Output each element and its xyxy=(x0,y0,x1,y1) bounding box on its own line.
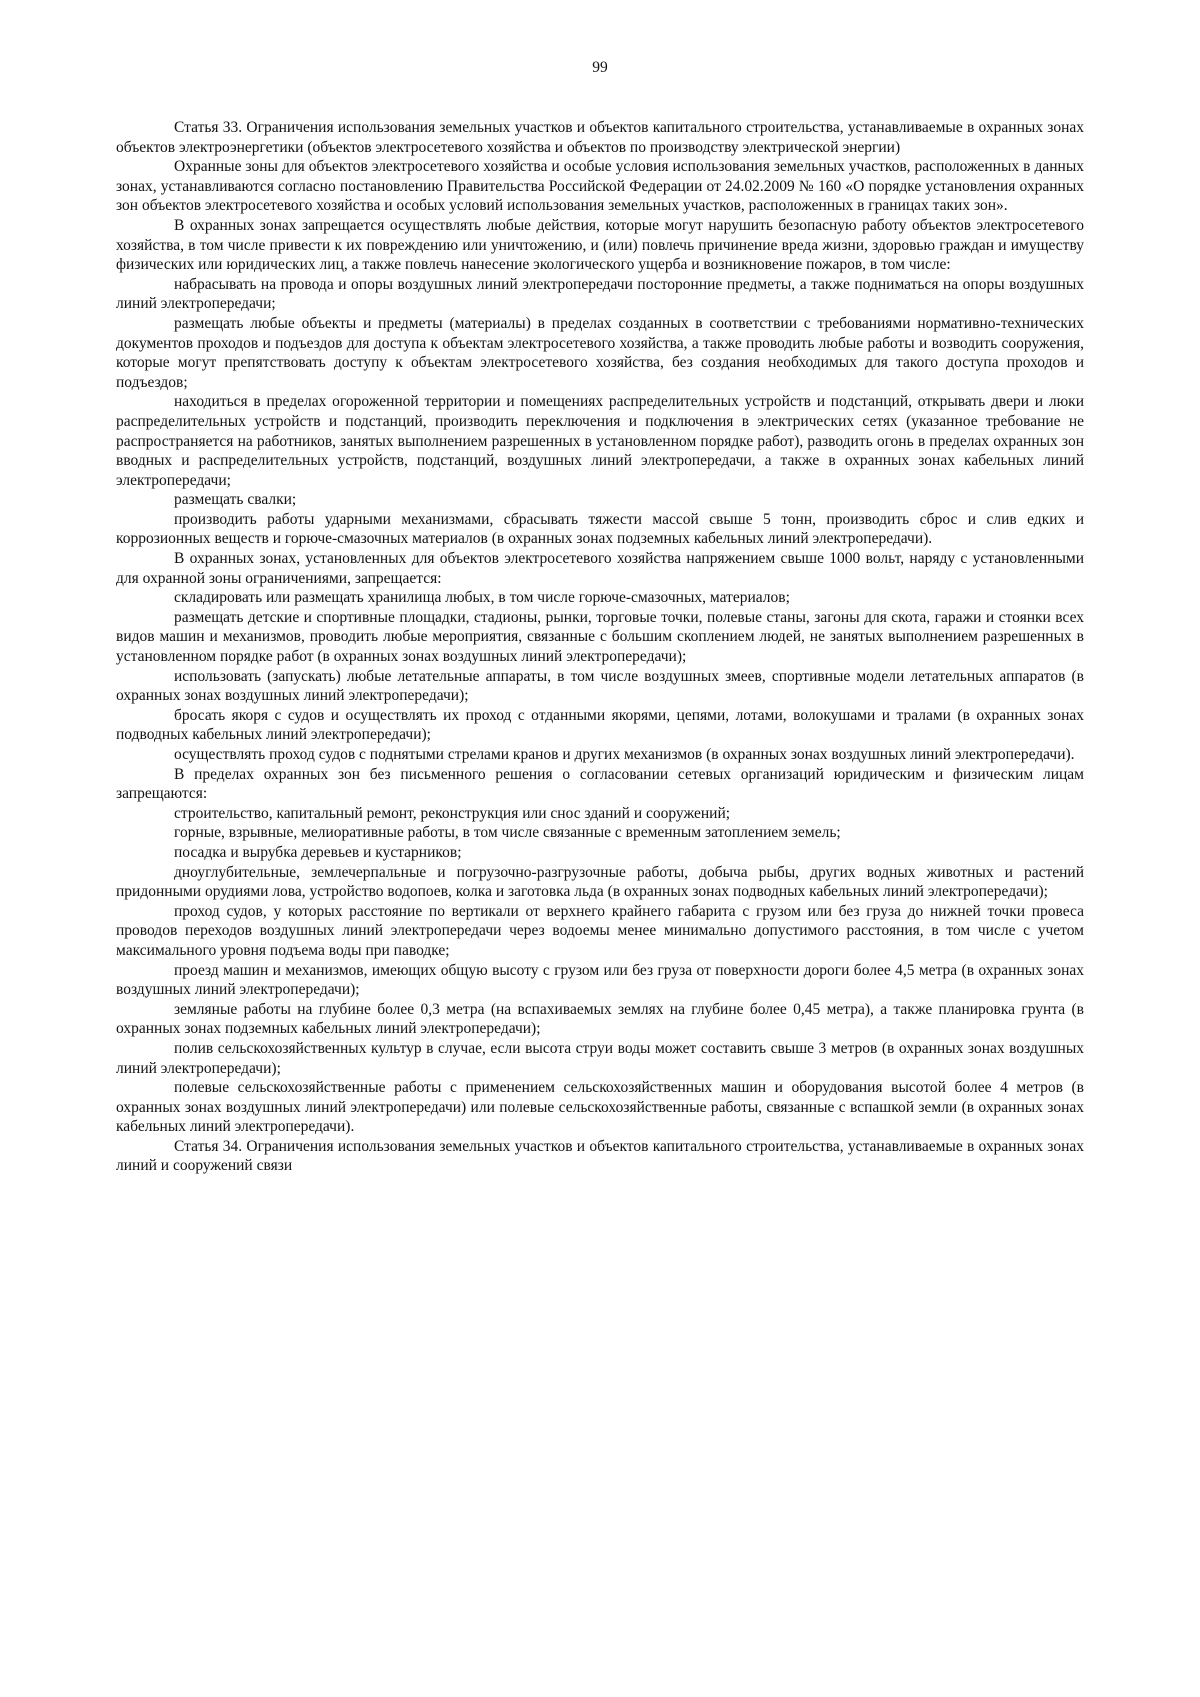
paragraph: В пределах охранных зон без письменного решения о согласовании сетевых организаций юридическим и физическим лицам запрещаются: xyxy=(116,765,1084,803)
list-item: использовать (запускать) любые летательные аппараты, в том числе воздушных змеев, спортивные модели летательных аппаратов (в охранных зонах воздушных линий электропередачи); xyxy=(116,667,1084,705)
paragraph: В охранных зонах запрещается осуществлять любые действия, которые могут нарушить безопасную работу объектов электросетевого хозяйства, в том числе привести к их повреждению или уничтожению, и (или) повлечь причинение вреда жизни, здоровью граждан и имуществу физических или юридических лиц, а также повлечь нанесение экологического ущерба и возникновение пожаров, в том числе: xyxy=(116,216,1084,274)
article-34-heading: Статья 34. Ограничения использования земельных участков и объектов капитального строительства, устанавливаемые в охранных зонах линий и сооружений связи xyxy=(116,1137,1084,1175)
list-item: находиться в пределах огороженной территории и помещениях распределительных устройств и подстанций, открывать двери и люки распределительных устройств и подстанций, производить переключения и подключения в электрических сетях (указанное требование не распространяется на работников, занятых выполнением разрешенных в установленном порядке работ), разводить огонь в пределах охранных зон вводных и распределительных устройств, подстанций, воздушных линий электропередачи, а также в охранных зонах кабельных линий электропередачи; xyxy=(116,393,1084,489)
list-item: набрасывать на провода и опоры воздушных линий электропередачи посторонние предметы, а также подниматься на опоры воздушных линий электропередачи; xyxy=(116,275,1084,313)
list-item: горные, взрывные, мелиоративные работы, в том числе связанные с временным затоплением земель; xyxy=(174,824,841,842)
list-item: земляные работы на глубине более 0,3 метра (на вспахиваемых землях на глубине более 0,45 метра), а также планировка грунта (в охранных зонах подземных кабельных линий электропередачи); xyxy=(116,1000,1084,1038)
list-item: складировать или размещать хранилища любых, в том числе горюче-смазочных, материалов; xyxy=(174,589,790,607)
list-item: размещать детские и спортивные площадки, стадионы, рынки, торговые точки, полевые станы, загоны для скота, гаражи и стоянки всех видов машин и механизмов, проводить любые мероприятия, связанные с большим скоплением людей, не занятых выполнением разрешенных в установленном порядке работ (в охранных зонах воздушных линий электропередачи); xyxy=(116,608,1084,666)
list-item: производить работы ударными механизмами, сбрасывать тяжести массой свыше 5 тонн, производить сброс и слив едких и коррозионных веществ и горюче-смазочных материалов (в охранных зонах подземных кабельных линий электропередачи). xyxy=(116,510,1084,548)
list-item: размещать любые объекты и предметы (материалы) в пределах созданных в соответствии с требованиями нормативно-технических документов проходов и подъездов для доступа к объектам электросетевого хозяйства, а также проводить любые работы и возводить сооружения, которые могут препятствовать доступу к объектам электросетевого хозяйства, без создания необходимых для такого доступа проходов и подъездов; xyxy=(116,314,1084,391)
page-number: 99 xyxy=(592,59,608,76)
list-item: дноуглубительные, землечерпальные и погрузочно-разгрузочные работы, добыча рыбы, других водных животных и растений придонными орудиями лова, устройство водопоев, колка и заготовка льда (в охранных зонах подводных кабельных линий электропередачи); xyxy=(116,863,1084,901)
list-item: проезд машин и механизмов, имеющих общую высоту с грузом или без груза от поверхности дороги более 4,5 метра (в охранных зонах воздушных линий электропередачи); xyxy=(116,961,1084,999)
list-item: размещать свалки; xyxy=(174,491,297,509)
list-item: посадка и вырубка деревьев и кустарников; xyxy=(174,843,462,861)
list-item: осуществлять проход судов с поднятыми стрелами кранов и других механизмов (в охранных зонах воздушных линий электропередачи). xyxy=(174,746,1075,763)
paragraph: В охранных зонах, установленных для объектов электросетевого хозяйства напряжением свыше 1000 вольт, наряду с установленными для охранной зоны ограничениями, запрещается: xyxy=(116,550,1084,587)
list-item: полив сельскохозяйственных культур в случае, если высота струи воды может составить свыше 3 метров (в охранных зонах воздушных линий электропередачи); xyxy=(116,1039,1084,1077)
list-item: строительство, капитальный ремонт, реконструкция или снос зданий и сооружений; xyxy=(174,804,731,822)
paragraph: Охранные зоны для объектов электросетевого хозяйства и особые условия использования земельных участков, расположенных в данных зонах, устанавливаются согласно постановлению Правительства Российской Федерации от 24.02.2009 № 160 «О порядке установления охранных зон объектов электросетевого хозяйства и особых условий использования земельных участков, расположенных в границах таких зон». xyxy=(116,158,1084,215)
list-item: проход судов, у которых расстояние по вертикали от верхнего крайнего габарита с грузом или без груза до нижней точки провеса проводов переходов воздушных линий электропередачи через водоемы менее минимально допустимого расстояния, в том числе с учетом максимального уровня подъема воды при паводке; xyxy=(116,902,1084,959)
document-page xyxy=(116,0,1084,1697)
article-33-heading: Статья 33. Ограничения использования земельных участков и объектов капитального строительства, устанавливаемые в охранных зонах объектов электроэнергетики (объектов электросетевого хозяйства и объектов по производству электрической энергии) xyxy=(116,119,1084,156)
list-item: полевые сельскохозяйственные работы с применением сельскохозяйственных машин и оборудования высотой более 4 метров (в охранных зонах воздушных линий электропередачи) или полевые сельскохозяйственные работы, связанные с вспашкой земли (в охранных зонах кабельных линий электропередачи). xyxy=(116,1079,1084,1136)
list-item: бросать якоря с судов и осуществлять их проход с отданными якорями, цепями, лотами, волокушами и тралами (в охранных зонах подводных кабельных линий электропередачи); xyxy=(116,706,1084,744)
document-body xyxy=(116,118,1084,1176)
